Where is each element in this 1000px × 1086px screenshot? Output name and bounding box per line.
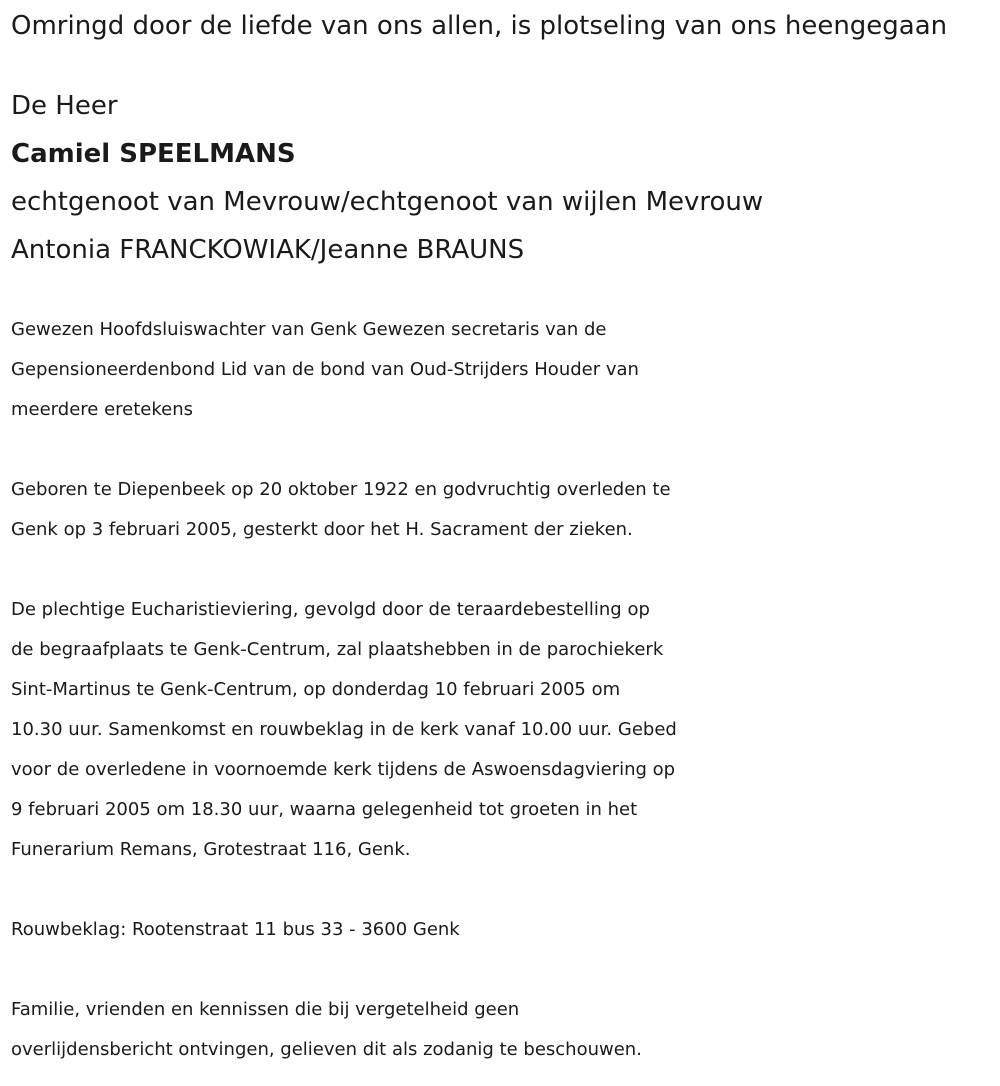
intro-line: Omringd door de liefde van ons allen, is plotseling van ons heengegaan bbox=[11, 11, 948, 41]
condolence-address: Rouwbeklag: Rootenstraat 11 bus 33 - 3600 Genk bbox=[11, 919, 460, 940]
spouse-line: Antonia FRANCKOWIAK/Jeanne BRAUNS bbox=[11, 235, 525, 265]
service-line: De plechtige Eucharistieviering, gevolgd door de teraardebestelling op bbox=[11, 599, 650, 620]
honorific-title: De Heer bbox=[11, 91, 118, 121]
funeral-service-paragraph bbox=[11, 590, 996, 870]
birth-death-paragraph bbox=[11, 470, 996, 550]
deceased-name: Camiel SPEELMANS bbox=[11, 139, 296, 169]
service-line: voor de overledene in voornoemde kerk tijdens de Aswoensdagviering op bbox=[11, 759, 676, 780]
service-line: 9 februari 2005 om 18.30 uur, waarna gelegenheid tot groeten in het bbox=[11, 799, 638, 820]
career-line: Gewezen Hoofdsluiswachter van Genk Gewezen secretaris van de bbox=[11, 319, 607, 340]
service-line: 10.30 uur. Samenkomst en rouwbeklag in de kerk vanaf 10.00 uur. Gebed bbox=[11, 719, 677, 740]
service-line: Funerarium Remans, Grotestraat 116, Genk. bbox=[11, 839, 411, 860]
career-paragraph bbox=[11, 310, 996, 430]
family-note-line: overlijdensbericht ontvingen, gelieven dit als zodanig te beschouwen. bbox=[11, 1039, 642, 1060]
birth-death-line: Genk op 3 februari 2005, gesterkt door het H. Sacrament der zieken. bbox=[11, 519, 633, 540]
family-note-paragraph bbox=[11, 990, 996, 1070]
family-note-line: Familie, vrienden en kennissen die bij vergetelheid geen bbox=[11, 999, 520, 1020]
career-line: meerdere eretekens bbox=[11, 399, 193, 420]
career-line: Gepensioneerdenbond Lid van de bond van Oud-Strijders Houder van bbox=[11, 359, 639, 380]
service-line: de begraafplaats te Genk-Centrum, zal plaatshebben in de parochiekerk bbox=[11, 639, 664, 660]
condolence-address-paragraph bbox=[11, 910, 996, 950]
spouse-line: echtgenoot van Mevrouw/echtgenoot van wijlen Mevrouw bbox=[11, 187, 764, 217]
birth-death-line: Geboren te Diepenbeek op 20 oktober 1922 en godvruchtig overleden te bbox=[11, 479, 671, 500]
service-line: Sint-Martinus te Genk-Centrum, op donderdag 10 februari 2005 om bbox=[11, 679, 621, 700]
